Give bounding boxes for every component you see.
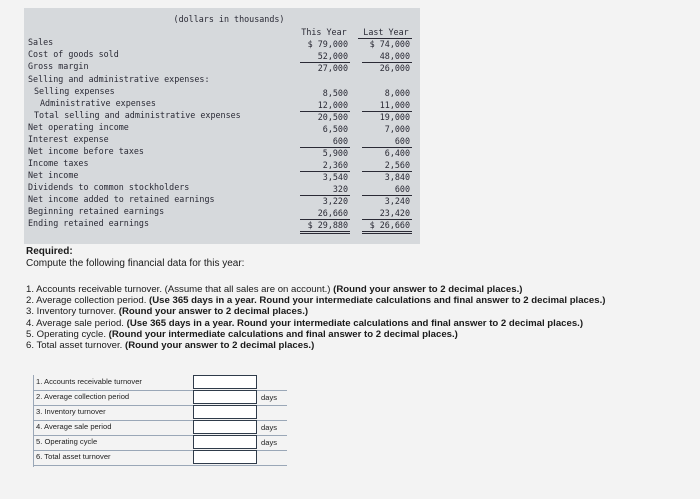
instruction-text: 1. Accounts receivable turnover. (Assume that all sales are on account.)	[26, 284, 334, 295]
ar-turnover-input[interactable]	[193, 375, 257, 389]
value-this-year: 320	[332, 184, 348, 194]
value-this-year: 12,000	[317, 100, 348, 110]
row-label: Net income	[28, 170, 79, 180]
value-this-year: 27,000	[317, 63, 348, 73]
income-statement-image	[24, 8, 420, 244]
total-double-rule	[300, 231, 350, 234]
row-label: Selling and administrative expenses:	[28, 74, 210, 84]
instruction-item	[26, 295, 696, 306]
row-label: Sales	[28, 37, 54, 47]
value-last-year: 2,560	[384, 160, 410, 170]
value-last-year: 6,400	[384, 148, 410, 158]
answer-label: 3. Inventory turnover	[36, 407, 106, 416]
sale-period-input[interactable]	[193, 420, 257, 434]
answer-unit: days	[261, 438, 278, 447]
row-label: Net income added to retained earnings	[28, 194, 215, 204]
row-label: Income taxes	[28, 158, 89, 168]
value-last-year: 11,000	[379, 100, 410, 110]
answer-label: 1. Accounts receivable turnover	[36, 377, 142, 386]
value-this-year: 8,500	[322, 88, 348, 98]
value-this-year: 3,220	[322, 196, 348, 206]
header-last-year: Last Year	[363, 27, 409, 37]
instruction-item	[26, 318, 696, 329]
instruction-rounding: (Round your answer to 2 decimal places.)	[333, 284, 523, 295]
required-section	[26, 246, 244, 270]
value-last-year: 19,000	[379, 112, 410, 122]
instruction-item	[26, 329, 696, 340]
value-last-year: 26,000	[379, 63, 410, 73]
value-this-year: 6,500	[322, 124, 348, 134]
value-last-year: $ 26,660	[369, 220, 410, 230]
answer-label: 2. Average collection period	[36, 392, 130, 401]
instruction-list	[26, 284, 696, 351]
answer-row-collection-period	[33, 390, 287, 406]
answer-unit: days	[261, 393, 278, 402]
value-last-year: 600	[394, 136, 410, 146]
instruction-rounding: (Round your answer to 2 decimal places.)	[125, 340, 315, 352]
value-this-year: 20,500	[317, 112, 348, 122]
answer-row-asset-turnover	[33, 450, 287, 466]
value-last-year: 7,000	[384, 124, 410, 134]
answer-row-inventory-turnover	[33, 405, 287, 421]
value-this-year: 600	[332, 136, 348, 146]
value-last-year: 8,000	[384, 88, 410, 98]
instruction-text: 4. Average sale period.	[26, 317, 127, 329]
value-this-year: $ 79,000	[307, 39, 348, 49]
answer-row-ar-turnover	[33, 375, 287, 391]
instruction-text: 3. Inventory turnover.	[26, 306, 119, 318]
instruction-rounding: (Round your intermediate calculations and final answer to 2 decimal places.)	[108, 328, 458, 340]
value-this-year: 2,360	[322, 160, 348, 170]
total-double-rule	[362, 231, 412, 234]
instruction-rounding: (Use 365 days in a year. Round your intermediate calculations and final answer to 2 decimal places.)	[149, 295, 606, 307]
instruction-text: 6. Total asset turnover.	[26, 340, 126, 352]
value-this-year: 52,000	[317, 51, 348, 61]
asset-turnover-input[interactable]	[193, 450, 257, 464]
instruction-item	[26, 306, 696, 317]
row-label: Total selling and administrative expenses	[34, 110, 241, 120]
operating-cycle-input[interactable]	[193, 435, 257, 449]
instruction-item	[26, 340, 696, 351]
answer-label: 5. Operating cycle	[36, 437, 98, 446]
row-label: Cost of goods sold	[28, 49, 119, 59]
row-label: Interest expense	[28, 134, 109, 144]
required-heading: Required:	[26, 246, 73, 257]
header-this-year: This Year	[301, 27, 347, 37]
answer-unit: days	[261, 423, 278, 432]
value-last-year: 3,240	[384, 196, 410, 206]
value-last-year: $ 74,000	[369, 39, 410, 49]
row-label: Beginning retained earnings	[28, 206, 165, 216]
value-last-year: 48,000	[379, 51, 410, 61]
row-label: Net operating income	[28, 122, 129, 132]
answer-label: 4. Average sale period	[36, 422, 112, 431]
required-intro: Compute the following financial data for this year:	[26, 258, 245, 269]
row-label: Administrative expenses	[40, 98, 156, 108]
value-this-year: 26,660	[317, 208, 348, 218]
answer-row-sale-period	[33, 420, 287, 436]
row-label: Selling expenses	[34, 86, 115, 96]
value-last-year: 600	[394, 184, 410, 194]
statement-caption: (dollars in thousands)	[173, 14, 285, 24]
row-label: Ending retained earnings	[28, 218, 150, 228]
value-this-year: 5,900	[322, 148, 348, 158]
instruction-rounding: (Use 365 days in a year. Round your intermediate calculations and final answer to 2 decimal places.)	[126, 317, 584, 329]
row-label: Net income before taxes	[28, 146, 144, 156]
collection-period-input[interactable]	[193, 390, 257, 404]
instruction-text: 5. Operating cycle.	[26, 328, 109, 340]
value-this-year: 3,540	[322, 172, 348, 182]
answer-label: 6. Total asset turnover	[36, 452, 111, 461]
instruction-text: 2. Average collection period.	[26, 295, 150, 307]
value-this-year: $ 29,880	[307, 220, 348, 230]
row-label: Dividends to common stockholders	[28, 182, 190, 192]
value-last-year: 23,420	[379, 208, 410, 218]
value-last-year: 3,840	[384, 172, 410, 182]
instruction-rounding: (Round your answer to 2 decimal places.)	[118, 306, 309, 318]
answer-row-operating-cycle	[33, 435, 287, 451]
instruction-item	[26, 284, 696, 295]
inventory-turnover-input[interactable]	[193, 405, 257, 419]
row-label: Gross margin	[28, 61, 89, 71]
